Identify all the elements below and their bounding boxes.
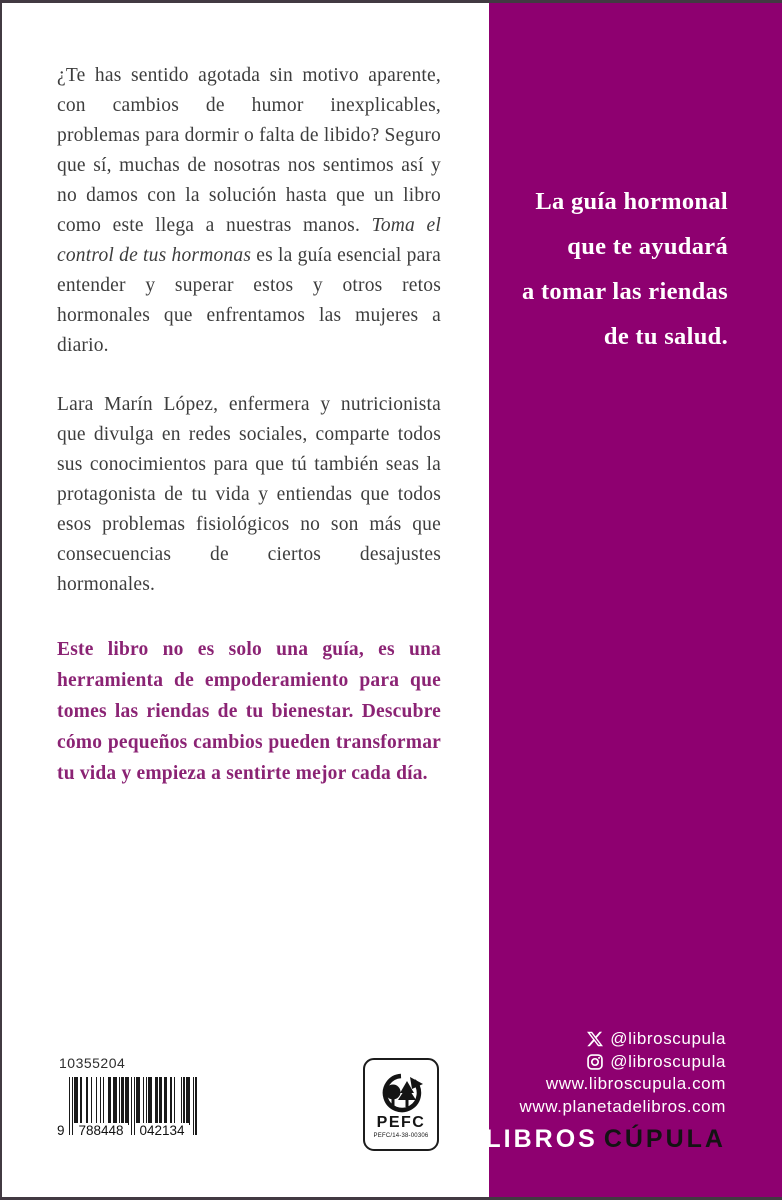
back-cover-text-column	[57, 61, 441, 789]
logo-libros-text: LIBROS	[485, 1125, 598, 1153]
magenta-side-panel	[485, 3, 782, 1197]
instagram-handle: @libroscupula	[610, 1051, 726, 1071]
libros-cupula-logo	[485, 1125, 726, 1154]
panel-headline	[522, 179, 728, 359]
headline-line-1: La guía hormonal	[535, 188, 728, 215]
pefc-label: PEFC	[376, 1114, 426, 1131]
headline-line-2: que te ayudará	[567, 233, 728, 260]
barcode-block	[57, 1055, 207, 1151]
instagram-social-line	[485, 1051, 726, 1074]
intro-paragraph	[57, 61, 441, 361]
x-handle: @libroscupula	[610, 1029, 726, 1048]
intro-text-after: es la guía esencial para entender y superar estos y otros retos hormonales que enfrentamos las mujeres a diario.	[57, 245, 441, 356]
ean-first-digit: 9	[57, 1123, 65, 1138]
book-title: Toma el control de tus hormonas	[57, 215, 441, 266]
website-line-2: www.planetadelibros.com	[519, 1096, 726, 1116]
pefc-cert-code: PEFC/14-38-00306	[373, 1133, 429, 1139]
headline-line-3: a tomar las riendas	[521, 278, 728, 305]
ean-left-group: 788448	[74, 1123, 128, 1138]
x-social-line	[485, 1028, 726, 1051]
highlight-paragraph: Este libro no es solo una guía, es una herramienta de empoderamiento para que tomes las riendas de tu bienestar. Descubre cómo pequeños cambios pueden transformar tu vida y empieza a sentirte mejor cada día.	[57, 639, 441, 784]
ean13-barcode	[57, 1077, 207, 1151]
publisher-footer	[485, 1028, 726, 1154]
pefc-trees-icon	[376, 1073, 426, 1113]
headline-line-4: de tu salud.	[603, 323, 728, 350]
logo-cupula-text: CÚPULA	[603, 1125, 726, 1153]
product-code: 10355204	[59, 1055, 126, 1071]
website-line-1: www.libroscupula.com	[545, 1074, 726, 1093]
intro-text-before: ¿Te has sentido agotada sin motivo aparente, con cambios de humor inexplicables, problemas para dormir o falta de libido? Seguro que sí, muchas de nosotras nos sentimos así y no damos con la solución hasta que un libro como este llega a nuestras manos.	[57, 65, 441, 236]
author-paragraph: Lara Marín López, enfermera y nutricionista que divulga en redes sociales, comparte todos sus conocimientos para que tú también seas la protagonista de tu vida y entiendas que todos esos problemas fisiológicos no son más que consecuencias de ciertos desajustes hormonales.	[57, 394, 441, 595]
x-icon	[587, 1031, 603, 1047]
instagram-icon	[587, 1054, 603, 1070]
ean-right-group: 042134	[135, 1123, 189, 1138]
pefc-certification-stamp	[363, 1058, 439, 1151]
